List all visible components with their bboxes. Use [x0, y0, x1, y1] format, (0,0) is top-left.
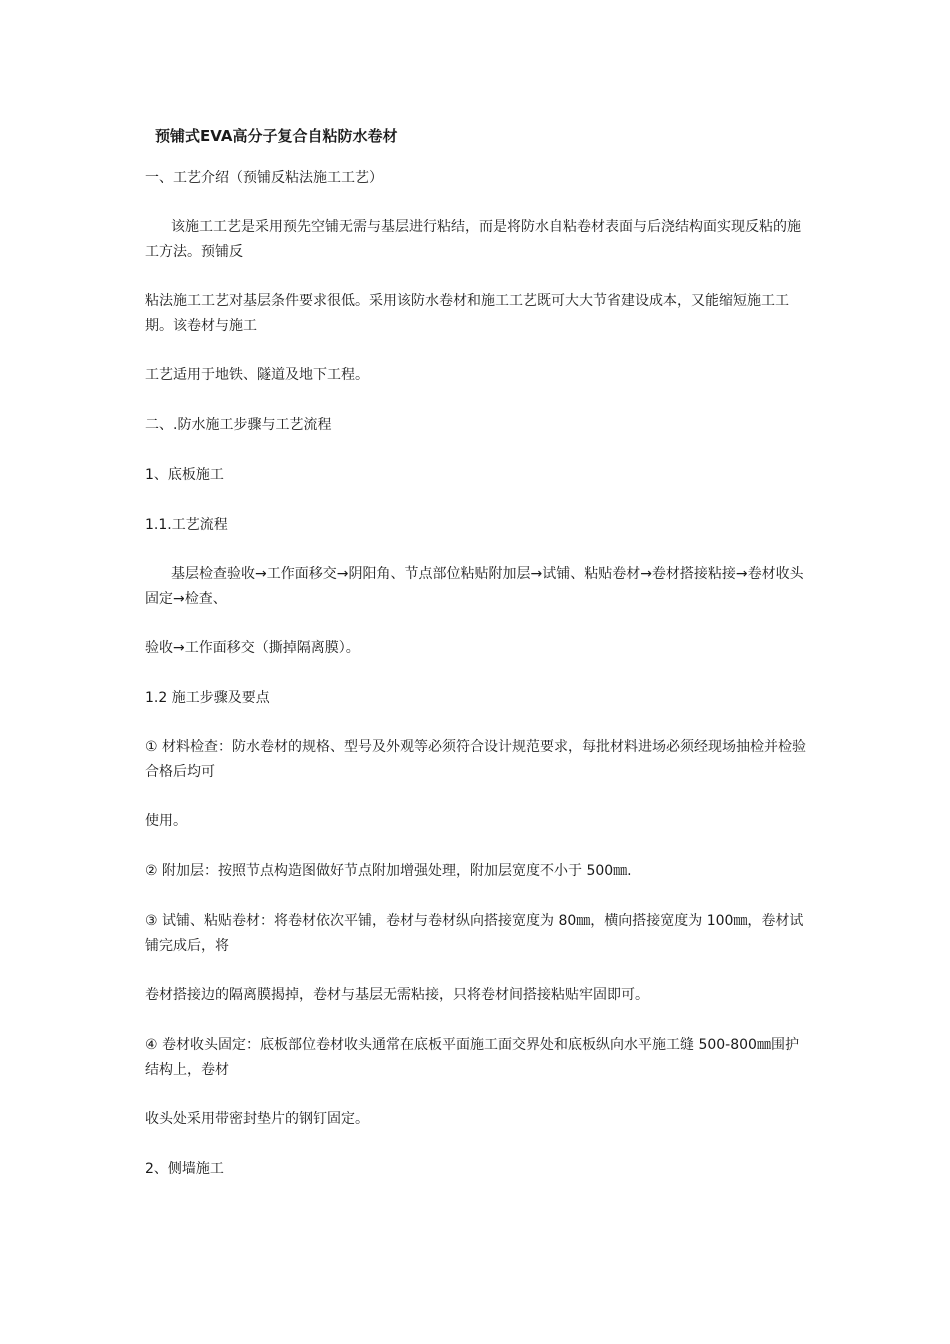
paragraph-process-description-2: 粘法施工工艺对基层条件要求很低。采用该防水卷材和施工工艺既可大大节省建设成本，又能缩短施工工期。该卷材与施工: [145, 293, 789, 334]
subsection-heading-process-flow: 1.1.工艺流程: [145, 517, 228, 533]
subsection-heading-floor: 1、底板施工: [145, 467, 224, 483]
subsection-heading-side-wall: 2、侧墙施工: [145, 1161, 224, 1177]
paragraph-edge-fixing-cont: 收头处采用带密封垫片的钢钉固定。: [145, 1111, 369, 1127]
document-title: 预铺式EVA高分子复合自粘防水卷材: [155, 127, 398, 145]
paragraph-additional-layer: ② 附加层：按照节点构造图做好节点附加增强处理，附加层宽度不小于 500㎜.: [145, 863, 632, 879]
paragraph-edge-fixing: ④ 卷材收头固定：底板部位卷材收头通常在底板平面施工面交界处和底板纵向水平施工缝 500-800㎜围护结构上，卷材: [145, 1037, 799, 1078]
section-heading-process-intro: 一、工艺介绍（预铺反粘法施工工艺）: [145, 170, 383, 186]
paragraph-material-check-cont: 使用。: [145, 813, 187, 829]
section-heading-steps: 二、.防水施工步骤与工艺流程: [145, 417, 332, 433]
paragraph-process-description-3: 工艺适用于地铁、隧道及地下工程。: [145, 367, 369, 383]
paragraph-material-check: ① 材料检查：防水卷材的规格、型号及外观等必须符合设计规范要求，每批材料进场必须经现场抽检并检验合格后均可: [145, 739, 806, 780]
paragraph-trial-laying-cont: 卷材搭接边的隔离膜揭掉，卷材与基层无需粘接，只将卷材间搭接粘贴牢固即可。: [145, 987, 649, 1003]
paragraph-process-flow-2: 验收→工作面移交（撕掉隔离膜）。: [145, 640, 360, 656]
document-page: [145, 118, 810, 1182]
paragraph-process-flow-1: 基层检查验收→工作面移交→阴阳角、节点部位粘贴附加层→试铺、粘贴卷材→卷材搭接粘接→卷材收头固定→检查、: [145, 566, 804, 607]
paragraph-process-description-1: 该施工工艺是采用预先空铺无需与基层进行粘结，而是将防水自粘卷材表面与后浇结构面实现反粘的施工方法。预铺反: [145, 219, 801, 260]
subsection-heading-steps-points: 1.2 施工步骤及要点: [145, 690, 270, 706]
paragraph-trial-laying: ③ 试铺、粘贴卷材：将卷材依次平铺，卷材与卷材纵向搭接宽度为 80㎜，横向搭接宽度为 100㎜，卷材试铺完成后，将: [145, 913, 804, 954]
